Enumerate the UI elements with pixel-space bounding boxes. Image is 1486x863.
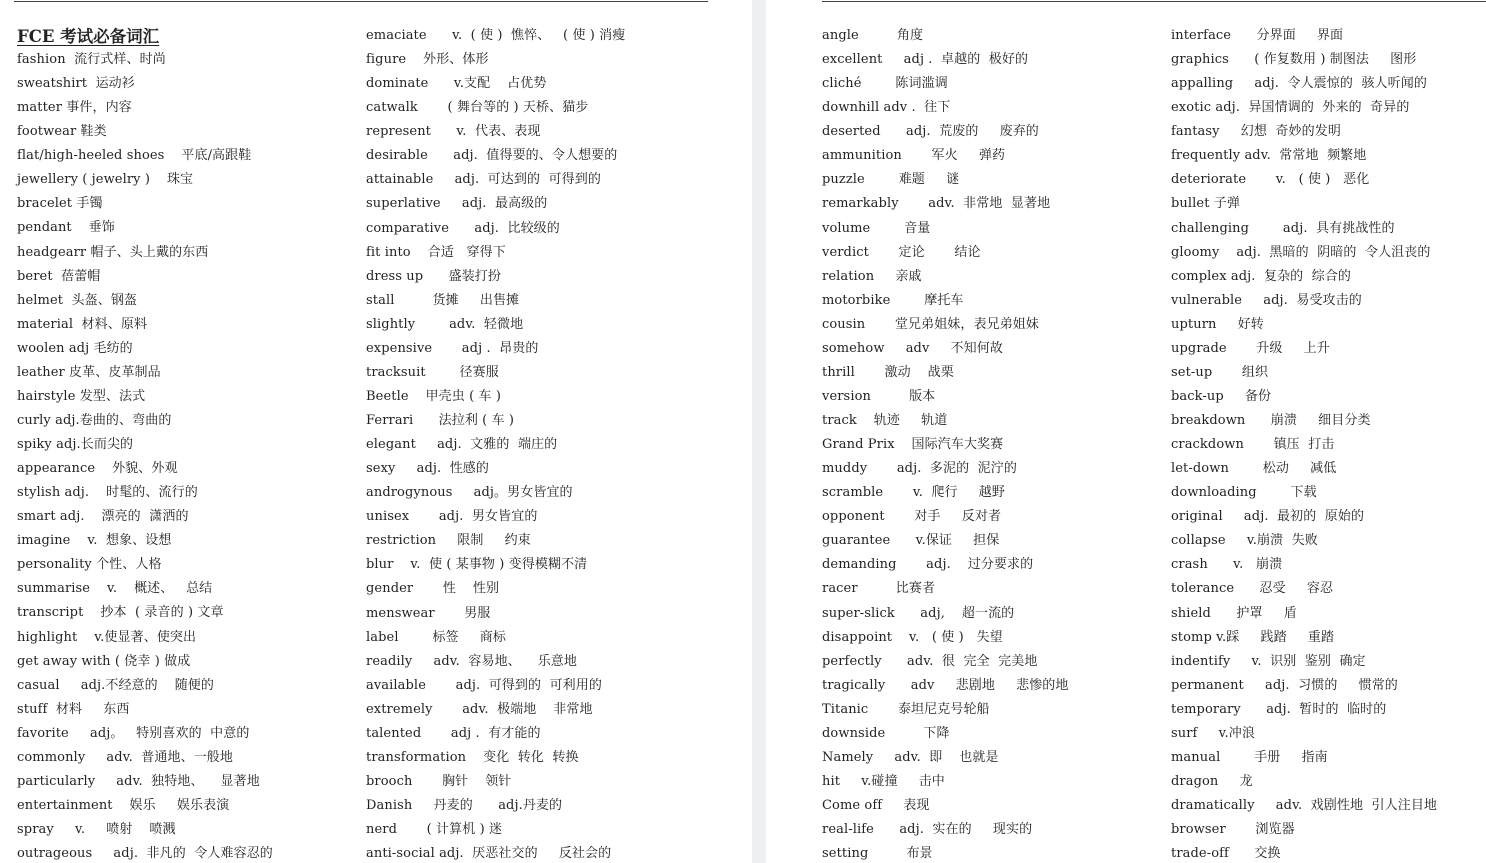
vocab-entry: bullet 子弹 xyxy=(1171,196,1240,212)
vocab-entry: volume 音量 xyxy=(822,220,931,236)
vocab-entry: material 材料、原料 xyxy=(17,316,148,332)
vocab-entry: smart adj. 漂亮的 潇洒的 xyxy=(17,509,189,525)
vocab-entry: bracelet 手镯 xyxy=(17,196,103,212)
vocab-entry: brooch 胸针 领针 xyxy=(366,773,512,789)
vocab-entry: Ferrari 法拉利 ( 车 ) xyxy=(366,413,515,428)
vocab-entry: anti-social adj. 厌恶社交的 反社会的 xyxy=(366,846,612,862)
vocab-entry: expensive adj . 昂贵的 xyxy=(366,340,539,356)
vocab-entry: comparative adj. 比较级的 xyxy=(366,220,560,236)
vocab-entry: spray v. 喷射 喷溅 xyxy=(17,822,176,837)
vocab-entry: graphics ( 作复数用 ) 制图法 图形 xyxy=(1171,52,1417,68)
vocab-entry: helmet 头盔、钢盔 xyxy=(17,292,138,308)
vocab-entry: imagine v. 想象、设想 xyxy=(17,533,172,549)
vocab-entry: hit v.碰撞 击中 xyxy=(822,773,945,789)
vocab-entry: gloomy adj. 黑暗的 阴暗的 令人沮丧的 xyxy=(1171,244,1431,260)
vocab-entry: guarantee v.保证 担保 xyxy=(822,533,1000,549)
vocab-entry: vulnerable adj. 易受攻击的 xyxy=(1171,292,1362,308)
vocab-entry: crackdown 镇压 打击 xyxy=(1171,437,1335,453)
vocab-entry: dominate v.支配 占优势 xyxy=(366,76,547,92)
vocab-entry: curly adj.卷曲的、弯曲的 xyxy=(17,412,172,428)
vocab-entry: nerd ( 计算机 ) 迷 xyxy=(366,822,503,838)
vocab-entry: attainable adj. 可达到的 可得到的 xyxy=(366,172,601,188)
vocab-entry: puzzle 难题 谜 xyxy=(822,172,960,188)
vocab-entry: commonly adv. 普通地、一般地 xyxy=(17,749,233,765)
vocab-entry: Titanic 泰坦尼克号轮船 xyxy=(822,701,990,717)
vocab-entry: dress up 盛装打扮 xyxy=(366,268,501,284)
vocab-entry: fashion 流行式样、时尚 xyxy=(17,52,166,67)
vocab-entry: temporary adj. 暂时的 临时的 xyxy=(1171,701,1387,717)
right-page xyxy=(766,0,1486,863)
vocab-entry: upturn 好转 xyxy=(1171,316,1264,332)
vocab-entry: somehow adv 不知何故 xyxy=(822,340,1003,356)
vocab-entry: get away with ( 侥幸 ) 做成 xyxy=(17,653,191,669)
vocab-entry: label 标签 商标 xyxy=(366,629,507,645)
vocab-entry: setting 布景 xyxy=(822,846,933,862)
vocab-entry: back-up 备份 xyxy=(1171,388,1272,404)
vocab-entry: demanding adj. 过分要求的 xyxy=(822,557,1034,573)
vocab-entry: upgrade 升级 上升 xyxy=(1171,340,1330,356)
vocab-entry: desirable adj. 值得要的、令人想要的 xyxy=(366,148,618,164)
page-title: FCE 考试必备词汇 xyxy=(17,27,160,46)
vocab-entry: scramble v. 爬行 越野 xyxy=(822,485,1006,501)
vocab-entry: stuff 材料 东西 xyxy=(17,701,130,717)
vocab-entry: woolen adj 毛纺的 xyxy=(17,340,133,356)
top-divider-line xyxy=(14,1,708,2)
vocab-entry: appalling adj. 令人震惊的 骇人听闻的 xyxy=(1171,76,1427,92)
vocab-entry: relation 亲戚 xyxy=(822,268,922,284)
vocab-entry: represent v. 代表、表现 xyxy=(366,124,541,140)
vocab-entry: footwear 鞋类 xyxy=(17,124,107,140)
vocab-entry: fit into 合适 穿得下 xyxy=(366,244,506,260)
vocab-entry: Come off 表现 xyxy=(822,798,930,813)
vocab-entry: perfectly adv. 很 完全 完美地 xyxy=(822,653,1038,669)
vocab-entry: Namely adv. 即 也就是 xyxy=(822,749,999,765)
vocab-entry: deteriorate v. ( 使 ) 恶化 xyxy=(1171,172,1370,188)
vocab-entry: stomp v.踩 践踏 重踏 xyxy=(1171,629,1335,645)
vocab-entry: dragon 龙 xyxy=(1171,773,1253,789)
vocab-entry: unisex adj. 男女皆宜的 xyxy=(366,509,538,525)
vocab-entry: stall 货摊 出售摊 xyxy=(366,292,520,308)
vocab-entry: ammunition 军火 弹药 xyxy=(822,148,1006,164)
vocab-entry: exotic adj. 异国情调的 外来的 奇异的 xyxy=(1171,100,1410,116)
vocab-entry: verdict 定论 结论 xyxy=(822,244,981,260)
vocab-entry: androgynous adj。男女皆宜的 xyxy=(366,485,573,501)
vocab-entry: entertainment 娱乐 娱乐表演 xyxy=(17,797,230,813)
vocab-entry: excellent adj . 卓越的 极好的 xyxy=(822,52,1029,68)
vocab-entry: cliché 陈词滥调 xyxy=(822,76,948,92)
vocab-entry: manual 手册 指南 xyxy=(1171,749,1328,765)
vocab-entry: let-down 松动 减低 xyxy=(1171,461,1337,477)
vocab-entry: Beetle 甲壳虫 ( 车 ) xyxy=(366,388,501,404)
vocab-entry: complex adj. 复杂的 综合的 xyxy=(1171,268,1352,284)
vocab-entry: downloading 下载 xyxy=(1171,485,1317,501)
vocab-entry: matter 事件，内容 xyxy=(17,100,132,116)
vocab-entry: remarkably adv. 非常地 显著地 xyxy=(822,196,1051,212)
vocab-entry: highlight v.使显著、使突出 xyxy=(17,629,197,645)
vocab-entry: permanent adj. 习惯的 惯常的 xyxy=(1171,677,1398,693)
vocab-entry: available adj. 可得到的 可利用的 xyxy=(366,677,602,693)
vocab-entry: spiky adj.长而尖的 xyxy=(17,437,134,452)
vocab-entry: flat/high-heeled shoes 平底/高跟鞋 xyxy=(17,148,252,164)
vocab-entry: original adj. 最初的 原始的 xyxy=(1171,509,1365,525)
vocab-entry: downhill adv . 往下 xyxy=(822,100,951,116)
vocab-entry: collapse v.崩溃 失败 xyxy=(1171,533,1318,549)
vocab-entry: breakdown 崩溃 细目分类 xyxy=(1171,413,1371,428)
vocab-entry: fantasy 幻想 奇妙的发明 xyxy=(1171,124,1341,140)
vocab-entry: crash v. 崩溃 xyxy=(1171,557,1283,573)
vocab-entry: racer 比赛者 xyxy=(822,581,936,597)
vocab-entry: interface 分界面 界面 xyxy=(1171,28,1344,43)
vocab-entry: sexy adj. 性感的 xyxy=(366,461,490,477)
vocab-entry: track 轨迹 轨道 xyxy=(822,413,948,428)
vocab-column-4 xyxy=(1171,24,1437,863)
vocab-entry: tolerance 忍受 容忍 xyxy=(1171,581,1334,597)
vocab-entry: sweatshirt 运动衫 xyxy=(17,76,135,92)
vocab-entry: summarise v. 概述、 总结 xyxy=(17,581,213,597)
vocab-entry: downside 下降 xyxy=(822,725,950,741)
vocab-entry: headgearr 帽子、头上戴的东西 xyxy=(17,244,209,260)
vocab-entry: personality 个性、人格 xyxy=(17,557,162,573)
vocab-entry: frequently adv. 常常地 频繁地 xyxy=(1171,148,1367,164)
vocab-entry: deserted adj. 荒废的 废弃的 xyxy=(822,124,1039,140)
vocab-entry: cousin 堂兄弟姐妹，表兄弟姐妹 xyxy=(822,316,1040,332)
vocab-entry: indentify v. 识别 鉴别 确定 xyxy=(1171,653,1366,669)
vocab-entry: beret 蓓蕾帽 xyxy=(17,268,101,284)
vocab-entry: set-up 组织 xyxy=(1171,364,1269,380)
vocab-entry: dramatically adv. 戏剧性地 引人注目地 xyxy=(1171,798,1438,813)
vocab-entry: super-slick adj, 超一流的 xyxy=(822,605,1015,621)
vocab-entry: outrageous adj. 非凡的 令人难容忍的 xyxy=(17,846,273,862)
vocab-entry: menswear 男服 xyxy=(366,605,491,621)
vocab-entry: motorbike 摩托车 xyxy=(822,292,964,308)
vocab-entry: gender 性 性别 xyxy=(366,581,500,597)
vocab-entry: angle 角度 xyxy=(822,28,924,43)
vocab-entry: extremely adv. 极端地 非常地 xyxy=(366,701,593,717)
vocab-entry: Grand Prix 国际汽车大奖赛 xyxy=(822,437,1004,453)
vocab-entry: muddy adj. 多泥的 泥泞的 xyxy=(822,461,1017,477)
vocab-entry: browser 浏览器 xyxy=(1171,822,1295,838)
vocab-entry: shield 护罩 盾 xyxy=(1171,605,1297,621)
vocab-entry: readily adv. 容易地、 乐意地 xyxy=(366,653,578,669)
vocab-entry: transformation 变化 转化 转换 xyxy=(366,749,579,765)
vocab-column-1 xyxy=(17,24,273,863)
vocab-entry: transcript 抄本 ( 录音的 ) 文章 xyxy=(17,605,224,621)
vocab-entry: real-life adj. 实在的 现实的 xyxy=(822,822,1033,838)
vocab-entry: favorite adj。 特别喜欢的 中意的 xyxy=(17,725,250,741)
vocab-entry: opponent 对手 反对者 xyxy=(822,509,1002,525)
vocab-entry: challenging adj. 具有挑战性的 xyxy=(1171,220,1395,236)
vocab-entry: disappoint v. ( 使 ) 失望 xyxy=(822,629,1003,645)
vocab-entry: emaciate v. ( 使 ) 憔悴、 ( 使 ) 消瘦 xyxy=(366,28,626,43)
vocab-entry: figure 外形、体形 xyxy=(366,52,489,68)
vocab-entry: casual adj.不经意的 随便的 xyxy=(17,677,215,693)
vocab-entry: surf v.冲浪 xyxy=(1171,725,1255,741)
vocab-entry: stylish adj. 时髦的、流行的 xyxy=(17,485,198,501)
vocab-entry: restriction 限制 约束 xyxy=(366,533,531,549)
vocab-column-2 xyxy=(366,24,625,863)
vocab-entry: thrill 激动 战栗 xyxy=(822,364,954,380)
vocab-entry: catwalk ( 舞台等的 ) 天桥、猫步 xyxy=(366,100,589,116)
vocab-entry: hairstyle 发型、法式 xyxy=(17,388,146,404)
vocab-entry: tragically adv 悲剧地 悲惨的地 xyxy=(822,677,1069,693)
vocab-entry: leather 皮革、皮革制品 xyxy=(17,364,161,380)
vocab-entry: trade-off 交换 xyxy=(1171,846,1281,862)
vocab-entry: Danish 丹麦的 adj.丹麦的 xyxy=(366,798,563,813)
vocab-entry: tracksuit 径赛服 xyxy=(366,364,499,380)
vocab-entry: slightly adv. 轻微地 xyxy=(366,316,524,332)
vocab-entry: superlative adj. 最高级的 xyxy=(366,196,548,212)
vocab-entry: blur v. 使 ( 某事物 ) 变得模糊不清 xyxy=(366,557,588,573)
vocab-entry: elegant adj. 文雅的 端庄的 xyxy=(366,437,558,453)
vocab-entry: appearance 外貌、外观 xyxy=(17,461,178,477)
top-divider-line xyxy=(822,1,1486,2)
vocab-entry: jewellery ( jewelry ) 珠宝 xyxy=(17,172,194,188)
vocab-entry: version 版本 xyxy=(822,388,936,404)
vocab-entry: particularly adv. 独特地、 显著地 xyxy=(17,773,260,789)
vocab-entry: talented adj . 有才能的 xyxy=(366,725,541,741)
vocab-column-3 xyxy=(822,24,1069,863)
vocab-entry: pendant 垂饰 xyxy=(17,220,115,236)
